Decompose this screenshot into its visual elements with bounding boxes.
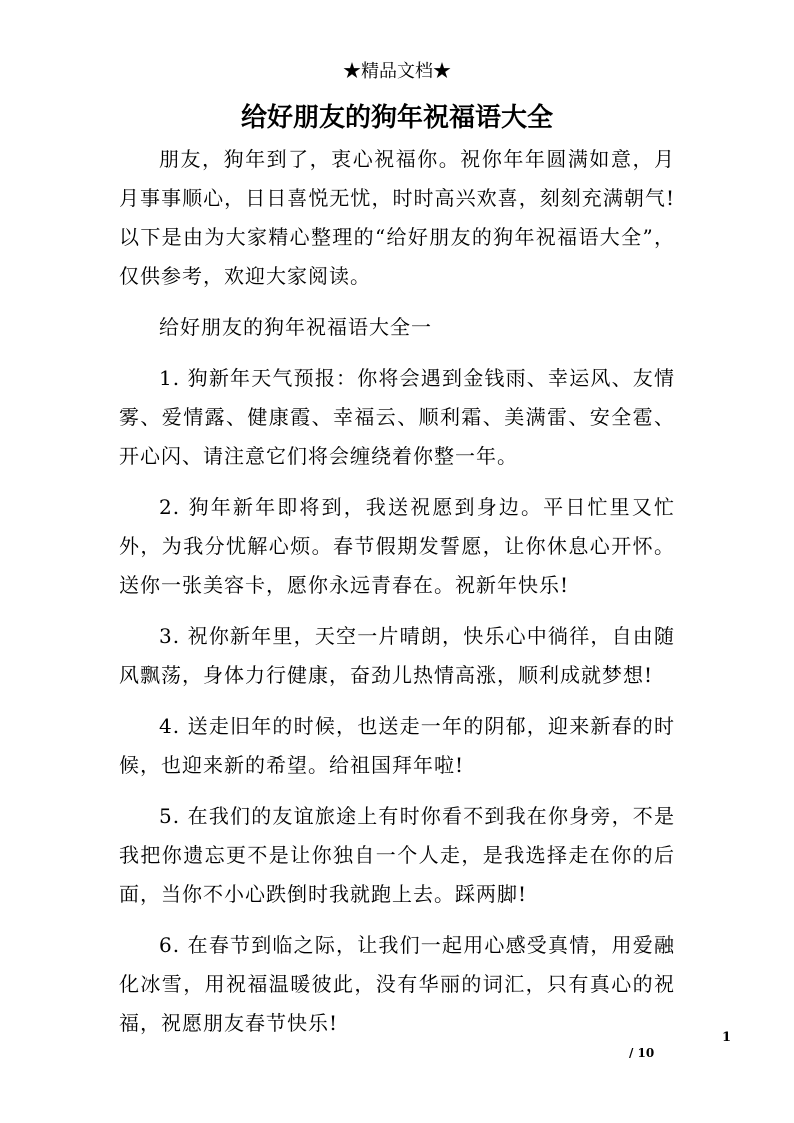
document-title: 给好朋友的狗年祝福语大全 bbox=[240, 103, 553, 133]
blessing-item-3: 3. 祝你新年里，天空一片晴朗，快乐心中徜徉，自由随风飘荡，身体力行健康，奋劲儿热情高涨，顺利成就梦想! bbox=[119, 624, 675, 687]
document-body bbox=[119, 140, 675, 1043]
page-total: / 10 bbox=[629, 1046, 655, 1060]
blessing-item-1: 1. 狗新年天气预报：你将会遇到金钱雨、幸运风、友情雾、爱情露、健康霞、幸福云、顺利霜、美满雷、安全雹、开心闪、请注意它们将会缠绕着你整一年。 bbox=[119, 366, 675, 468]
intro-paragraph: 朋友，狗年到了，衷心祝福你。祝你年年圆满如意，月月事事顺心，日日喜悦无忧，时时高兴欢喜，刻刻充满朝气!以下是由为大家精心整理的“给好朋友的狗年祝福语大全”，仅供参考，欢迎大家阅读。 bbox=[119, 147, 675, 288]
blessing-item-6: 6. 在春节到临之际，让我们一起用心感受真情，用爱融化冰雪，用祝福温暖彼此，没有华丽的词汇，只有真心的祝福，祝愿朋友春节快乐! bbox=[119, 933, 675, 1035]
page-number: 1 bbox=[722, 1030, 732, 1045]
document-header-mark: ★精品文档★ bbox=[343, 61, 451, 82]
blessing-item-5: 5. 在我们的友谊旅途上有时你看不到我在你身旁，不是我把你遗忘更不是让你独自一个人走，是我选择走在你的后面，当你不小心跌倒时我就跑上去。踩两脚! bbox=[119, 804, 675, 906]
section-heading: 给好朋友的狗年祝福语大全一 bbox=[159, 315, 432, 339]
blessing-item-4: 4. 送走旧年的时候，也送走一年的阴郁，迎来新春的时候，也迎来新的希望。给祖国拜年啦! bbox=[119, 714, 675, 777]
blessing-item-2: 2. 狗年新年即将到，我送祝愿到身边。平日忙里又忙外，为我分忧解心烦。春节假期发誓愿，让你休息心开怀。送你一张美容卡，愿你永远青春在。祝新年快乐! bbox=[119, 495, 675, 597]
